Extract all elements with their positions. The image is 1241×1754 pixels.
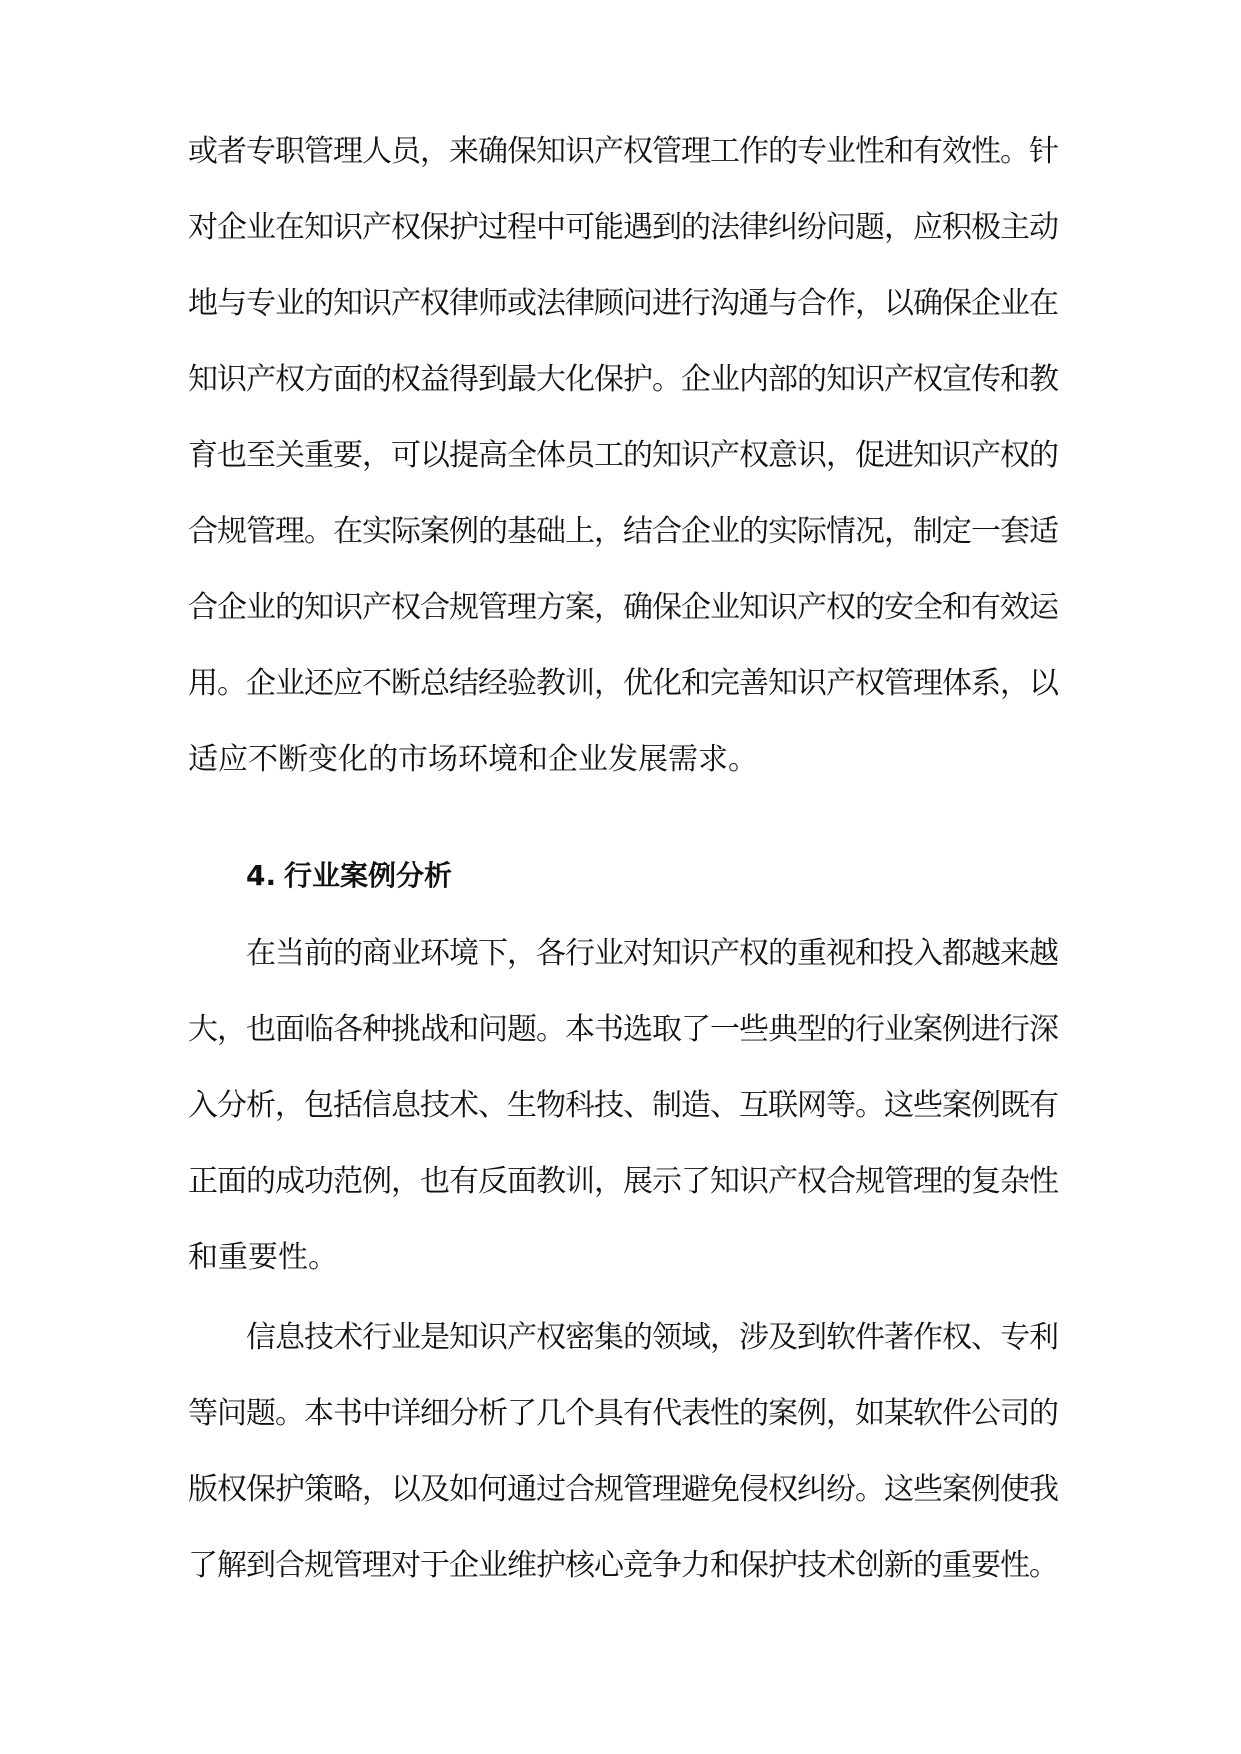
paragraph1-line-5: 育也至关重要，可以提高全体员工的知识产权意识，促进知识产权的 (188, 438, 1058, 473)
section-heading (246, 856, 452, 896)
paragraph3-line-2: 等问题。本书中详细分析了几个具有代表性的案例，如某软件公司的 (188, 1396, 1058, 1431)
paragraph3-line-3: 版权保护策略，以及如何通过合规管理避免侵权纠纷。这些案例使我 (188, 1472, 1058, 1507)
paragraph3-line-1: 信息技术行业是知识产权密集的领域，涉及到软件著作权、专利 (246, 1320, 1058, 1355)
paragraph1-line-9: 适应不断变化的市场环境和企业发展需求。 (188, 742, 758, 777)
paragraph2-line-4: 正面的成功范例，也有反面教训，展示了知识产权合规管理的复杂性 (188, 1164, 1058, 1199)
paragraph1-line-6: 合规管理。在实际案例的基础上，结合企业的实际情况，制定一套适 (188, 514, 1058, 549)
section-title: 行业案例分析 (284, 859, 453, 892)
paragraph2-line-1: 在当前的商业环境下，各行业对知识产权的重视和投入都越来越 (246, 936, 1058, 971)
paragraph1-line-3: 地与专业的知识产权律师或法律顾问进行沟通与合作，以确保企业在 (188, 286, 1058, 321)
paragraph2-line-3: 入分析，包括信息技术、生物科技、制造、互联网等。这些案例既有 (188, 1088, 1058, 1123)
paragraph1-line-8: 用。企业还应不断总结经验教训，优化和完善知识产权管理体系，以 (188, 666, 1058, 701)
section-number: 4. (246, 859, 277, 892)
paragraph1-line-1: 或者专职管理人员，来确保知识产权管理工作的专业性和有效性。针 (188, 134, 1058, 169)
paragraph1-line-2: 对企业在知识产权保护过程中可能遇到的法律纠纷问题，应积极主动 (188, 210, 1058, 245)
paragraph1-line-7: 合企业的知识产权合规管理方案，确保企业知识产权的安全和有效运 (188, 590, 1058, 625)
paragraph3-line-4: 了解到合规管理对于企业维护核心竞争力和保护技术创新的重要性。 (188, 1548, 1058, 1583)
paragraph2-line-5: 和重要性。 (188, 1240, 338, 1275)
paragraph1-line-4: 知识产权方面的权益得到最大化保护。企业内部的知识产权宣传和教 (188, 362, 1058, 397)
paragraph2-line-2: 大，也面临各种挑战和问题。本书选取了一些典型的行业案例进行深 (188, 1012, 1058, 1047)
